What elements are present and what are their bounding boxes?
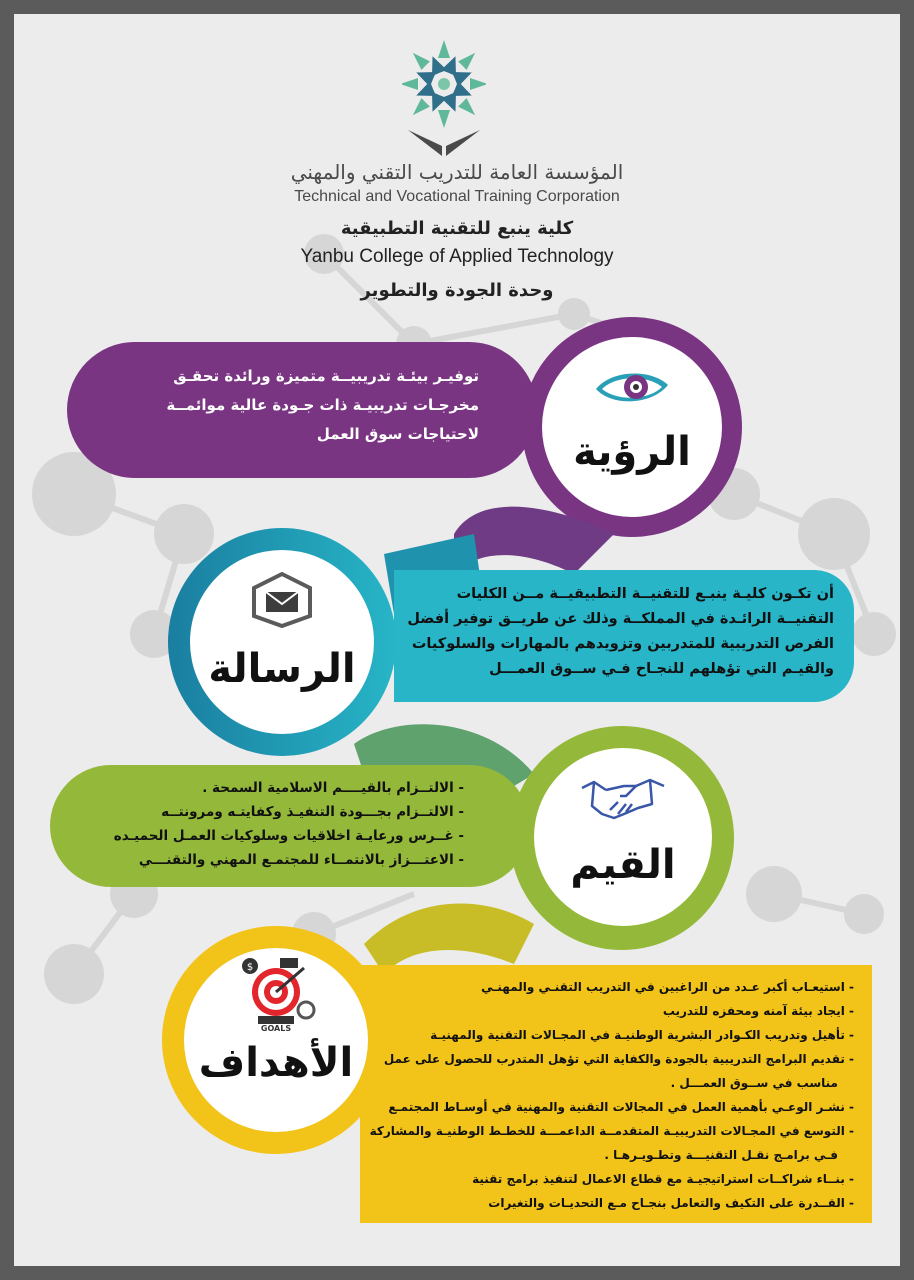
college-name-arabic: كلية ينبع للتقنية التطبيقية [340,218,574,239]
handshake-icon [580,774,666,826]
goal-item: - القــدرة على التكيف والتعامل بنجـاح مـع التحديـات والتغيرات [488,1196,854,1210]
vision-line: مخرجـات تدريبيـة ذات جـودة عالية موائمــة [166,396,479,414]
eye-icon [592,365,672,409]
value-item: - الالتــزام بالقيــــم الاسلامية السمحة . [202,780,464,796]
vision-text-box [67,342,537,478]
goals-icon-label: GOALS [260,1024,292,1032]
envelope-icon [250,572,314,628]
goal-item: - نشـر الوعـي بأهمية العمل في المجالات التقنية والمهنية في أوسـاط المجتمـع [388,1100,854,1114]
unit-name: وحدة الجودة والتطوير [360,280,554,301]
mission-title: الرسالة [208,646,356,692]
vision-circle [542,337,722,517]
values-text-box [50,765,530,887]
org-name-english: Technical and Vocational Training Corporation [294,188,620,205]
goal-item: - ايجاد بيئة آمنه ومحفزه للتدريب [662,1004,854,1018]
goal-item: - بنــاء شراكــات استراتيجيـة مع قطاع الاعمال لتنفيذ برامج تقنية [472,1172,854,1186]
vision-line: توفيـر بيئـة تدريبيــة متميزة ورائدة تحقـق [173,367,479,385]
values-circle [534,748,712,926]
org-name-arabic: المؤسسة العامة للتدريب التقني والمهني [290,160,624,184]
values-title: القيم [570,842,676,888]
mission-text-box [394,570,854,702]
mission-line: الفرص التدريبية للمتدربين وتزويدهم بالمهارات والسلوكيات [411,636,834,652]
value-item: - الاعتـــزاز بالانتمــاء للمجتمـع المهني والتقنـــي [138,852,464,868]
goal-item: - استيعـاب أكبر عـدد من الراغبين في التدريب التقنـي والمهنـي [481,980,854,994]
college-name-english: Yanbu College of Applied Technology [300,246,614,267]
goal-item-continuation: فـي برامـج نقـل التقنيـــة وتطـويـرهـا . [604,1148,838,1162]
goal-item: - تأهيل وتدريب الكـوادر البشرية الوطنيـة في المجـالات التقنية والمهنيـة [430,1028,854,1042]
goal-item: - تقديم البرامج التدريبية بالجودة والكفاية التي تؤهل المتدرب للحصول على عمل [383,1052,854,1066]
goals-title: الأهداف [198,1040,354,1086]
poster [14,14,900,1266]
goal-item: - التوسع في المجـالات التدريبيـة المتقدمــة الداعمـــة للخطـط الوطنيـة والمشاركة [369,1124,854,1138]
svg-text:$: $ [246,962,254,973]
vision-title: الرؤية [573,429,691,475]
mission-line: أن تكـون كليـة ينبـع للتقنيــة التطبيقيــة مــن الكليات [456,586,834,602]
goal-item-continuation: مناسب في ســوق العمـــل . [670,1076,838,1090]
goals-text-box [360,965,872,1223]
mission-circle [190,550,374,734]
goals-circle [184,948,368,1132]
value-item: - الالتــزام بجـــودة التنفيـذ وكفايتـه ومرونتــه [161,804,464,820]
target-icon [236,956,320,1032]
mission-line: التقنيــة الرائـدة في المملكــة وذلك عن طريــق توفير أفضل [407,611,834,627]
value-item: - غــرس ورعايـة اخلاقيات وسلوكيات العمـل الحميـده [113,828,464,844]
vision-line: لاحتياجات سوق العمل [316,425,479,443]
mission-line: والقيـم التي تؤهلهم للنجـاح فـي ســوق العمـــل [489,661,834,677]
